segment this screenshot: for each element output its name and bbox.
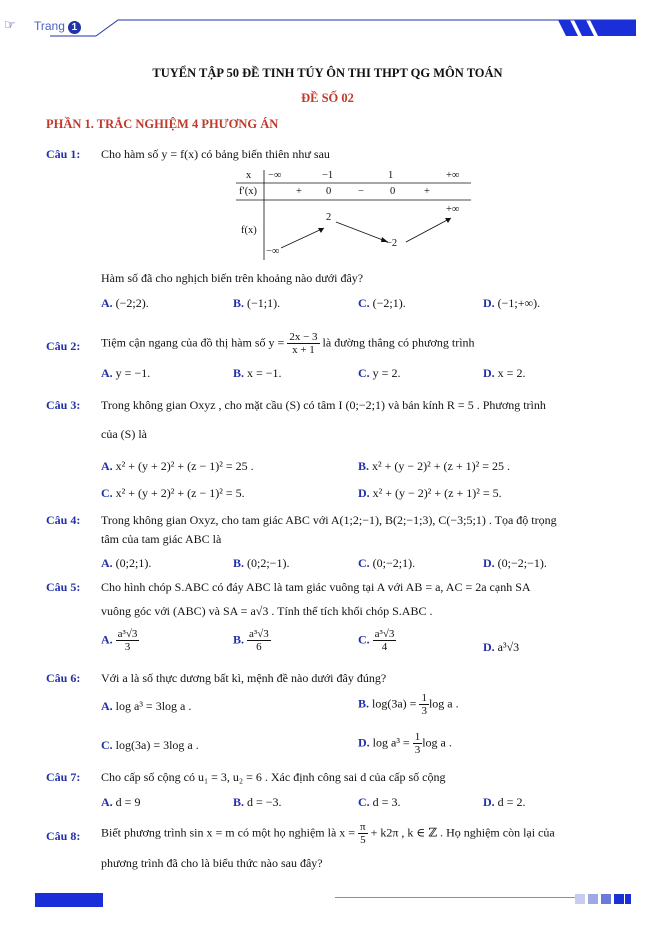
table-x3: 1 [388, 170, 394, 181]
q1-option-a[interactable]: A. (−2;2). [101, 296, 149, 310]
q3-option-b[interactable]: B. x² + (y − 2)² + (z + 1)² = 25 . [358, 459, 510, 473]
q6-option-d[interactable]: D. log a³ = $\frac{1}{3}$ log a . [358, 731, 452, 756]
table-zero-1: 0 [326, 186, 332, 197]
header-decoration [0, 14, 655, 42]
table-sign-1: + [296, 186, 302, 197]
q3-option-d[interactable]: D. x² + (y − 2)² + (z + 1)² = 5. [358, 486, 502, 500]
question-8-label: Câu 8: [46, 829, 81, 843]
table-sign-2: − [358, 186, 364, 197]
doc-title: TUYỂN TẬP 50 ĐỀ TINH TÚY ÔN THI THPT QG MÔN TOÁN [152, 66, 503, 80]
q5-option-d[interactable]: D. a³√3 [483, 640, 520, 654]
q5-option-b[interactable]: B. $\frac{\text{a³√3}}{6}$ [233, 628, 269, 653]
question-5-text: Cho hình chóp S.ABC có đáy ABC là tam giác vuông tại A với AB = a, AC = 2a cạnh SA [101, 580, 531, 594]
q3-option-c[interactable]: C. x² + (y + 2)² + (z − 1)² = 5. [101, 486, 245, 500]
table-x4: +∞ [446, 170, 460, 181]
q4-option-d[interactable]: D. (0;−2;−1). [483, 556, 547, 570]
table-val-1: −∞ [266, 246, 280, 257]
pointing-hand-icon: ☞ [4, 18, 16, 33]
table-val-2: 2 [326, 212, 332, 223]
q2-option-c[interactable]: C. y = 2. [358, 366, 401, 380]
q1-option-c[interactable]: C. (−2;1). [358, 296, 406, 310]
q7-option-c[interactable]: C. d = 3. [358, 795, 401, 809]
question-5-label: Câu 5: [46, 580, 81, 594]
q7-option-b[interactable]: B. d = −3. [233, 795, 282, 809]
table-f-label: f(x) [241, 225, 257, 236]
question-1-label: Câu 1: [46, 147, 81, 161]
q8-fraction: $\frac{\pi}{5}$ [360, 821, 366, 846]
table-sign-3: + [424, 186, 430, 197]
table-zero-2: 0 [390, 186, 396, 197]
question-3-text: Trong không gian Oxyz , cho mặt cầu (S) có tâm I (0;−2;1) và bán kính R = 5 . Phương trình [101, 398, 546, 412]
q4-option-c[interactable]: C. (0;−2;1). [358, 556, 416, 570]
question-4-text: Trong không gian Oxyz, cho tam giác ABC với A(1;2;−1), B(2;−1;3), C(−3;5;1) . Tọa độ trọng [101, 513, 557, 527]
section-heading: PHẦN 1. TRẮC NGHIỆM 4 PHƯƠNG ÁN [46, 117, 279, 131]
q7-option-d[interactable]: D. d = 2. [483, 795, 526, 809]
q6-option-b[interactable]: B. log(3a) = $\frac{1}{3}$ log a . [358, 692, 459, 717]
footer-line [335, 897, 575, 898]
q6-option-c[interactable]: C. log(3a) = 3log a . [101, 738, 199, 752]
table-fp-label: f′(x) [239, 186, 258, 197]
page-number: 1 [68, 21, 81, 34]
q5-option-a[interactable]: A. $\frac{\text{a³√3}}{3}$ [101, 628, 138, 653]
q4-option-a[interactable]: A. (0;2;1). [101, 556, 152, 570]
footer-bar [35, 893, 103, 907]
question-3-label: Câu 3: [46, 398, 81, 412]
q2-fraction: $\frac{2x - 3}{x + 1}$ [289, 331, 318, 356]
question-1-ask: Hàm số đã cho nghịch biến trên khoảng nào dưới đây? [101, 271, 364, 285]
question-5-text-2: vuông góc với (ABC) và SA = a√3 . Tính thể tích khối chóp S.ABC . [101, 604, 433, 618]
q2-option-a[interactable]: A. y = −1. [101, 366, 151, 380]
q6-option-a[interactable]: A. log a³ = 3log a . [101, 699, 192, 713]
q1-option-d[interactable]: D. (−1;+∞). [483, 296, 541, 310]
q4-option-b[interactable]: B. (0;2;−1). [233, 556, 290, 570]
doc-subtitle: ĐỀ SỐ 02 [301, 91, 354, 105]
question-7-text: Cho cấp số cộng có u₁ = 3, u₂ = 6 . Xác định công sai d của cấp số cộng [101, 770, 446, 784]
question-8-text: Biết phương trình sin x = m có một họ nghiệm là x = $\frac{\pi}{5}$ + k2π , k ∈ ℤ . Họ nghiệm còn lại của [101, 821, 555, 846]
question-3-text-2: của (S) là [101, 427, 147, 441]
q1-option-b[interactable]: B. (−1;1). [233, 296, 281, 310]
footer-decoration [575, 891, 635, 905]
question-1-text: Cho hàm số y = f(x) có bảng biến thiên như sau [101, 147, 330, 161]
question-8-text-2: phương trình đã cho là biểu thức nào sau đây? [101, 856, 323, 870]
variation-table [236, 170, 476, 260]
table-val-3: −2 [386, 238, 398, 249]
question-4-label: Câu 4: [46, 513, 81, 527]
question-2-text: Tiệm cận ngang của đồ thị hàm số y = $\frac{2x - 3}{x + 1}$ là đường thẳng có phương trình [101, 331, 475, 356]
question-6-label: Câu 6: [46, 671, 81, 685]
table-x-label: x [246, 170, 252, 181]
table-val-4: +∞ [446, 204, 460, 215]
question-6-text: Với a là số thực dương bất kì, mệnh đề nào dưới đây đúng? [101, 671, 387, 685]
q2-option-d[interactable]: D. x = 2. [483, 366, 526, 380]
question-2-label: Câu 2: [46, 339, 81, 353]
table-x2: −1 [322, 170, 334, 181]
page-label: Trang 1 [34, 19, 81, 34]
q5-option-c[interactable]: C. $\frac{\text{a³√3}}{4}$ [358, 628, 395, 653]
question-4-text-2: tâm của tam giác ABC là [101, 532, 222, 546]
question-7-label: Câu 7: [46, 770, 81, 784]
table-x1: −∞ [268, 170, 282, 181]
q7-option-a[interactable]: A. d = 9 [101, 795, 141, 809]
q3-option-a[interactable]: A. x² + (y + 2)² + (z − 1)² = 25 . [101, 459, 254, 473]
page-header [0, 14, 655, 42]
q2-option-b[interactable]: B. x = −1. [233, 366, 282, 380]
